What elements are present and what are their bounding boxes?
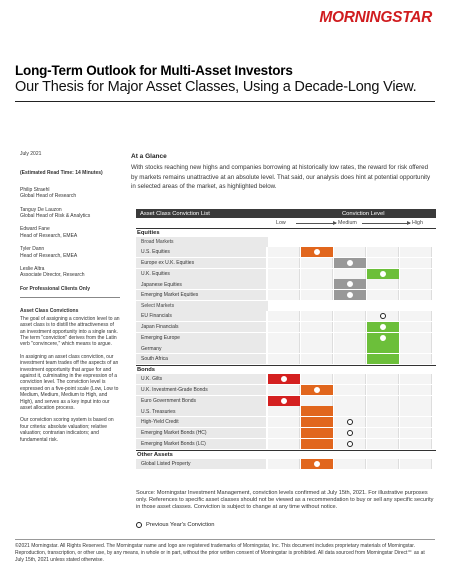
conviction-cell [400, 333, 432, 343]
convictions-heading: Asset Class Convictions [20, 308, 79, 315]
conviction-level-marker [367, 354, 399, 364]
sidebar-divider [20, 297, 120, 298]
conviction-cells [268, 258, 436, 268]
conviction-level-marker [301, 385, 333, 395]
author-name: Tanguy De Lauzon [20, 206, 62, 213]
asset-class-label: South Africa [136, 354, 266, 364]
conviction-cells [268, 417, 436, 427]
conviction-cells [268, 343, 436, 353]
author-role: Head of Research, EMEA [20, 232, 78, 239]
asset-class-label: Germany [136, 343, 266, 353]
table-row [136, 343, 436, 354]
conviction-cell [268, 247, 300, 257]
conviction-cells [268, 374, 436, 384]
conviction-level-marker [301, 417, 333, 427]
previous-conviction-circle-icon [380, 313, 386, 319]
conviction-cell [268, 311, 300, 321]
conviction-cell [400, 374, 432, 384]
previous-conviction-circle-icon [281, 376, 287, 382]
scale-medium: Medium [338, 220, 357, 226]
conviction-level-marker [367, 343, 399, 353]
conviction-cell [268, 258, 300, 268]
previous-conviction-circle-icon [314, 461, 320, 467]
asset-class-label: High-Yield Credit [136, 417, 266, 427]
conviction-cell [367, 258, 399, 268]
conviction-cells [268, 311, 436, 321]
conviction-level-marker [334, 279, 366, 289]
author [20, 266, 120, 279]
conviction-level-marker [268, 396, 300, 406]
previous-conviction-circle-icon [347, 441, 353, 447]
conviction-cell [301, 311, 333, 321]
conviction-cell [400, 406, 432, 416]
table-row [136, 417, 436, 428]
conviction-cell [334, 269, 366, 279]
conviction-cell [268, 428, 300, 438]
conviction-cell [268, 385, 300, 395]
conviction-level-marker [301, 406, 333, 416]
convictions-paragraph: The goal of assigning a conviction level to an asset class is to distill the attractiveness of an investment opportunity into a single rank. The term "conviction" derives from the Latin verb "convincere," which means to argue. [20, 315, 120, 348]
conviction-cell [400, 459, 432, 469]
conviction-cells [268, 322, 436, 332]
asset-class-label: U.S. Treasuries [136, 406, 266, 416]
table-header-right: Conviction Level [342, 210, 385, 217]
page-title: Long-Term Outlook for Multi-Asset Investors [15, 63, 293, 78]
previous-conviction-circle-icon [380, 335, 386, 341]
conviction-cell [334, 322, 366, 332]
asset-class-label: Emerging Market Bonds (LC) [136, 439, 266, 449]
table-row [136, 459, 436, 470]
asset-class-label: Emerging Market Equities [136, 290, 266, 300]
author [20, 226, 120, 239]
conviction-level-marker [367, 269, 399, 279]
conviction-cell [400, 439, 432, 449]
table-row [136, 333, 436, 344]
conviction-cell [268, 354, 300, 364]
table-row [136, 428, 436, 439]
conviction-cell [367, 311, 399, 321]
previous-conviction-circle-icon [347, 419, 353, 425]
footer-disclaimer: ©2021 Morningstar. All Rights Reserved. The Morningstar name and logo are registered trademarks of Morningstar, Inc. This document includes proprietary materials of Morningstar. Reproduction, transcription, or other use, by any means, in whole or in part, without the prior written consent of Morningstar is prohibited. All data sourced from Morningstar Direct℠ as at July 15th, 2021 unless stated otherwise. [15, 543, 425, 563]
conviction-cell [367, 247, 399, 257]
author [20, 246, 120, 259]
conviction-cells [268, 290, 436, 300]
footer-divider [15, 539, 435, 540]
conviction-cells [268, 279, 436, 289]
conviction-cell [367, 290, 399, 300]
conviction-cell [400, 247, 432, 257]
table-row [136, 406, 436, 417]
conviction-cells [268, 333, 436, 343]
conviction-cell [334, 406, 366, 416]
source-note: Source: Morningstar Investment Management, conviction levels confirmed at July 15th, 2021. For illustrative purposes only. References to specific asset classes should not be viewed as a recommendation to buy or sell any specific security in those asset classes. Conviction is subject to change at any time without notice. [136, 490, 434, 510]
previous-conviction-circle-icon [347, 430, 353, 436]
conviction-cell [367, 406, 399, 416]
asset-class-label: U.S. Equities [136, 247, 266, 257]
conviction-cell [400, 385, 432, 395]
asset-class-label: Japan Financials [136, 322, 266, 332]
conviction-cell [268, 406, 300, 416]
conviction-level-marker [301, 439, 333, 449]
previous-conviction-circle-icon [314, 387, 320, 393]
conviction-cell [367, 396, 399, 406]
table-row [136, 258, 436, 269]
conviction-cell [334, 247, 366, 257]
conviction-cell [400, 417, 432, 427]
convictions-paragraph: Our conviction scoring system is based on four criteria: absolute valuation; relative valuation; contrarian indicators; and fundamental risk. [20, 417, 114, 443]
conviction-cell [334, 417, 366, 427]
conviction-cell [367, 385, 399, 395]
title-divider [15, 101, 435, 102]
conviction-cells [268, 428, 436, 438]
conviction-cell [301, 258, 333, 268]
table-row [136, 396, 436, 407]
publish-date: July 2021 [20, 151, 42, 157]
conviction-cell [301, 374, 333, 384]
conviction-cell [268, 439, 300, 449]
conviction-cells [268, 354, 436, 364]
asset-class-label: Euro Government Bonds [136, 396, 266, 406]
subgroup-heading: Select Markets [136, 301, 268, 311]
conviction-cell [400, 258, 432, 268]
conviction-cells [268, 459, 436, 469]
conviction-cell [400, 279, 432, 289]
conviction-cell [301, 269, 333, 279]
sidebar [20, 151, 120, 449]
previous-conviction-circle-icon [347, 260, 353, 266]
table-header [136, 209, 436, 218]
conviction-cell [367, 439, 399, 449]
previous-conviction-circle-icon [347, 281, 353, 287]
conviction-cell [301, 396, 333, 406]
asset-class-label: Japanese Equities [136, 279, 266, 289]
conviction-cell [268, 417, 300, 427]
table-row [136, 385, 436, 396]
conviction-cell [268, 322, 300, 332]
previous-conviction-circle-icon [314, 249, 320, 255]
logo-text: MORNINGSTAR [319, 9, 432, 26]
asset-class-label: U.K. Equities [136, 269, 266, 279]
conviction-cell [367, 459, 399, 469]
conviction-cell [400, 311, 432, 321]
conviction-level-marker [367, 322, 399, 332]
conviction-cell [400, 428, 432, 438]
conviction-cell [367, 417, 399, 427]
asset-class-label: Emerging Europe [136, 333, 266, 343]
legend [136, 522, 214, 528]
author-role: Associate Director, Research [20, 272, 85, 279]
conviction-cells [268, 406, 436, 416]
conviction-cells [268, 385, 436, 395]
group-heading: Other Assets [136, 450, 436, 459]
conviction-level-marker [301, 459, 333, 469]
author-role: Head of Research, EMEA [20, 252, 78, 259]
conviction-cell [301, 343, 333, 353]
conviction-cell [301, 354, 333, 364]
author-name: Edward Fane [20, 226, 50, 233]
subgroup-heading: Broad Markets [136, 237, 268, 247]
asset-class-label: Europe ex U.K. Equities [136, 258, 266, 268]
convictions-paragraph: In assigning an asset class conviction, our investment team trades off the aspects of an investment opportunity that argue for and against it, culminating in the expression of a conviction level. The conviction level is expressed on a five-point scale (Low, Low to Medium, Medium, Medium to High, and High), and serves as a key input into our asset allocation process. [20, 353, 119, 411]
previous-conviction-circle-icon [136, 522, 142, 528]
previous-conviction-circle-icon [347, 292, 353, 298]
conviction-cell [334, 374, 366, 384]
table-header-left: Asset Class Conviction List [140, 210, 210, 217]
conviction-cell [268, 290, 300, 300]
table-row [136, 374, 436, 385]
conviction-cell [301, 279, 333, 289]
conviction-cell [334, 333, 366, 343]
conviction-cell [367, 428, 399, 438]
asset-class-label: EU Financials [136, 311, 266, 321]
conviction-level-marker [301, 428, 333, 438]
table-row [136, 269, 436, 280]
conviction-cell [268, 343, 300, 353]
table-row [136, 247, 436, 258]
author [20, 187, 120, 200]
conviction-cell [334, 343, 366, 353]
legend-label: Previous Year's Conviction [146, 522, 215, 528]
table-row [136, 354, 436, 365]
table-row [136, 279, 436, 290]
conviction-cell [334, 396, 366, 406]
conviction-scale [136, 218, 436, 228]
table-row [136, 311, 436, 322]
conviction-cell [301, 290, 333, 300]
conviction-cell [334, 459, 366, 469]
table-row [136, 439, 436, 450]
asset-class-label: Global Listed Property [136, 459, 266, 469]
conviction-cell [334, 428, 366, 438]
conviction-cell [400, 269, 432, 279]
conviction-cells [268, 269, 436, 279]
conviction-cell [334, 439, 366, 449]
conviction-cell [301, 322, 333, 332]
professional-clients-note: For Professional Clients Only [20, 285, 91, 292]
page-subtitle: Our Thesis for Major Asset Classes, Using a Decade-Long View. [15, 79, 417, 95]
author-name: Tyler Dann [20, 246, 45, 253]
conviction-level-marker [334, 290, 366, 300]
conviction-cell [367, 279, 399, 289]
conviction-cell [268, 333, 300, 343]
conviction-cells [268, 247, 436, 257]
author-role: Global Head of Research [20, 193, 77, 200]
author-name: Philip Straehl [20, 186, 50, 193]
conviction-cell [367, 374, 399, 384]
conviction-level-marker [334, 258, 366, 268]
author-name: Leslie Altra [20, 266, 45, 273]
table-row [136, 290, 436, 301]
asset-class-label: U.K. Gilts [136, 374, 266, 384]
author-list [20, 187, 120, 279]
conviction-cell [400, 343, 432, 353]
conviction-level-marker [367, 333, 399, 343]
conviction-cell [400, 322, 432, 332]
conviction-cell [268, 279, 300, 289]
conviction-cells [268, 396, 436, 406]
read-time: (Estimated Read Time: 14 Minutes) [20, 170, 103, 177]
conviction-cell [268, 459, 300, 469]
conviction-cell [400, 396, 432, 406]
previous-conviction-circle-icon [281, 398, 287, 404]
conviction-table [136, 209, 436, 469]
scale-high: High [412, 220, 423, 226]
previous-conviction-circle-icon [380, 324, 386, 330]
conviction-cell [334, 311, 366, 321]
conviction-cell [400, 354, 432, 364]
table-body [136, 228, 436, 469]
conviction-level-marker [268, 374, 300, 384]
conviction-cells [268, 439, 436, 449]
conviction-cell [268, 269, 300, 279]
author-role: Global Head of Risk & Analytics [20, 213, 91, 220]
conviction-cell [334, 385, 366, 395]
table-row [136, 322, 436, 333]
previous-conviction-circle-icon [380, 271, 386, 277]
morningstar-logo [319, 9, 432, 27]
asset-class-label: Emerging Market Bonds (HC) [136, 428, 266, 438]
group-heading: Bonds [136, 365, 436, 374]
group-heading: Equities [136, 228, 436, 237]
conviction-cell [400, 290, 432, 300]
conviction-cell [334, 354, 366, 364]
scale-arrow [296, 223, 336, 224]
asset-class-label: U.K. Investment-Grade Bonds [136, 385, 266, 395]
at-a-glance [131, 153, 436, 192]
glance-text: With stocks reaching new highs and companies borrowing at historically low rates, the reward for risk offered by markets remains unattractive at an absolute level. That said, our analysis does hint at potential opportunity in selected areas of the market, as highlighted below. [131, 164, 431, 190]
conviction-level-marker [301, 247, 333, 257]
conviction-cell [301, 333, 333, 343]
scale-arrow [362, 223, 410, 224]
glance-heading: At a Glance [131, 153, 167, 160]
scale-low: Low [276, 220, 286, 226]
author [20, 207, 120, 220]
